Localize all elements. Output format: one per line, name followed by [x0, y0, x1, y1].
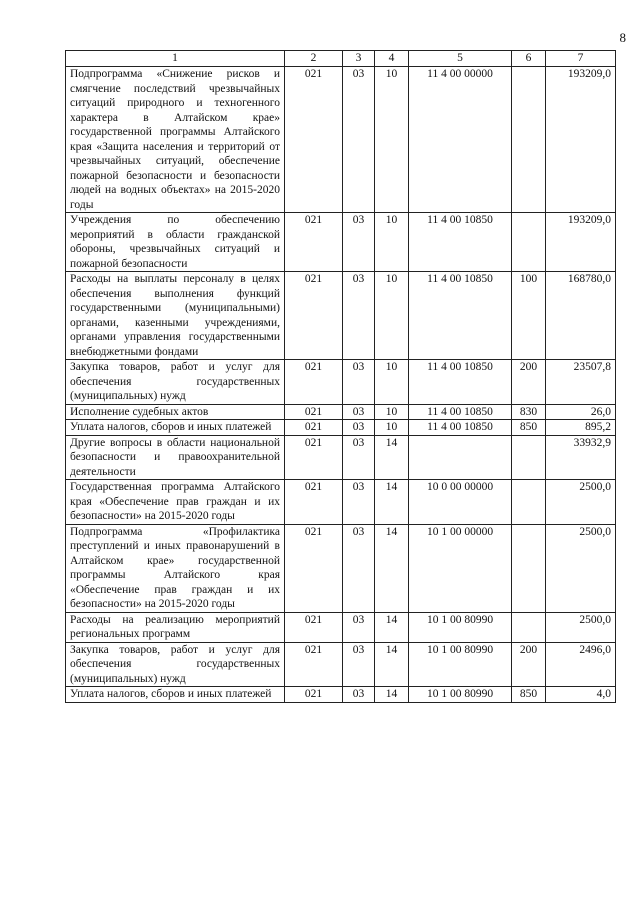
expense-type-code: 200: [512, 642, 546, 687]
ministry-code: 021: [285, 687, 343, 703]
target-article-code: 10 1 00 80990: [409, 642, 512, 687]
target-article-code: [409, 435, 512, 480]
header-cell: 6: [512, 51, 546, 67]
expense-type-code: 100: [512, 272, 546, 360]
ministry-code: 021: [285, 213, 343, 272]
target-article-code: 11 4 00 10850: [409, 272, 512, 360]
expense-type-code: 850: [512, 420, 546, 436]
section-code: 03: [343, 480, 375, 525]
amount: 2500,0: [546, 480, 616, 525]
ministry-code: 021: [285, 480, 343, 525]
header-cell: 1: [66, 51, 285, 67]
row-name: Подпрограмма «Снижение рисков и смягчение последствий чрезвычайных ситуаций природного и техногенного характера в Алтайском крае» государственной программы Алтайского края «Защита населения и территорий от чрезвычайных ситуаций, обеспечение пожарной безопасности и безопасности людей на водных объектах» на 2015-2020 годы: [66, 67, 285, 213]
expense-type-code: [512, 612, 546, 642]
section-code: 03: [343, 524, 375, 612]
target-article-code: 10 1 00 80990: [409, 687, 512, 703]
table-row: [66, 480, 616, 525]
expense-type-code: 830: [512, 404, 546, 420]
table-row: [66, 213, 616, 272]
table-row: [66, 404, 616, 420]
target-article-code: 10 0 00 00000: [409, 480, 512, 525]
expense-type-code: [512, 213, 546, 272]
target-article-code: 11 4 00 10850: [409, 404, 512, 420]
amount: 26,0: [546, 404, 616, 420]
subsection-code: 10: [375, 213, 409, 272]
target-article-code: 11 4 00 10850: [409, 420, 512, 436]
row-name: Исполнение судебных актов: [66, 404, 285, 420]
target-article-code: 10 1 00 00000: [409, 524, 512, 612]
row-name: Учреждения по обеспечению мероприятий в области гражданской обороны, чрезвычайных ситуаций и пожарной безопасности: [66, 213, 285, 272]
row-name: Уплата налогов, сборов и иных платежей: [66, 687, 285, 703]
section-code: 03: [343, 404, 375, 420]
row-name: Расходы на реализацию мероприятий региональных программ: [66, 612, 285, 642]
ministry-code: 021: [285, 524, 343, 612]
table-row: [66, 612, 616, 642]
section-code: 03: [343, 272, 375, 360]
table-row: [66, 687, 616, 703]
budget-table: [65, 50, 616, 703]
amount: 193209,0: [546, 67, 616, 213]
subsection-code: 14: [375, 524, 409, 612]
table-row: [66, 360, 616, 405]
row-name: Другие вопросы в области национальной безопасности и правоохранительной деятельности: [66, 435, 285, 480]
table-header: [66, 51, 616, 67]
table-row: [66, 67, 616, 213]
header-cell: 2: [285, 51, 343, 67]
table-row: [66, 420, 616, 436]
header-cell: 5: [409, 51, 512, 67]
ministry-code: 021: [285, 420, 343, 436]
amount: 895,2: [546, 420, 616, 436]
row-name: Закупка товаров, работ и услуг для обеспечения государственных (муниципальных) нужд: [66, 360, 285, 405]
ministry-code: 021: [285, 67, 343, 213]
row-name: Расходы на выплаты персоналу в целях обеспечения выполнения функций государственными (муниципальными) органами, казенными учреждениями, органами управления государственными внебюджетными фондами: [66, 272, 285, 360]
subsection-code: 14: [375, 480, 409, 525]
subsection-code: 10: [375, 420, 409, 436]
expense-type-code: 850: [512, 687, 546, 703]
amount: 193209,0: [546, 213, 616, 272]
section-code: 03: [343, 360, 375, 405]
header-cell: 3: [343, 51, 375, 67]
target-article-code: 11 4 00 10850: [409, 360, 512, 405]
ministry-code: 021: [285, 612, 343, 642]
page-number: 8: [619, 30, 626, 45]
table-row: [66, 642, 616, 687]
subsection-code: 14: [375, 612, 409, 642]
header-row: [66, 51, 616, 67]
subsection-code: 14: [375, 435, 409, 480]
target-article-code: 11 4 00 10850: [409, 213, 512, 272]
section-code: 03: [343, 420, 375, 436]
expense-type-code: [512, 524, 546, 612]
amount: 2500,0: [546, 612, 616, 642]
expense-type-code: 200: [512, 360, 546, 405]
subsection-code: 10: [375, 67, 409, 213]
amount: 23507,8: [546, 360, 616, 405]
target-article-code: 10 1 00 80990: [409, 612, 512, 642]
amount: 33932,9: [546, 435, 616, 480]
row-name: Закупка товаров, работ и услуг для обеспечения государственных (муниципальных) нужд: [66, 642, 285, 687]
expense-type-code: [512, 480, 546, 525]
header-cell: 4: [375, 51, 409, 67]
section-code: 03: [343, 687, 375, 703]
ministry-code: 021: [285, 404, 343, 420]
section-code: 03: [343, 67, 375, 213]
ministry-code: 021: [285, 435, 343, 480]
subsection-code: 14: [375, 642, 409, 687]
subsection-code: 14: [375, 687, 409, 703]
expense-type-code: [512, 435, 546, 480]
subsection-code: 10: [375, 404, 409, 420]
row-name: Государственная программа Алтайского края «Обеспечение прав граждан и их безопасности» на 2015-2020 годы: [66, 480, 285, 525]
row-name: Подпрограмма «Профилактика преступлений и иных правонарушений в Алтайском крае» государственной программы Алтайского края «Обеспечение прав граждан и их безопасности» на 2015-2020 годы: [66, 524, 285, 612]
ministry-code: 021: [285, 642, 343, 687]
header-cell: 7: [546, 51, 616, 67]
ministry-code: 021: [285, 272, 343, 360]
table-row: [66, 524, 616, 612]
expense-type-code: [512, 67, 546, 213]
amount: 2496,0: [546, 642, 616, 687]
ministry-code: 021: [285, 360, 343, 405]
row-name: Уплата налогов, сборов и иных платежей: [66, 420, 285, 436]
amount: 2500,0: [546, 524, 616, 612]
section-code: 03: [343, 213, 375, 272]
section-code: 03: [343, 642, 375, 687]
subsection-code: 10: [375, 272, 409, 360]
amount: 4,0: [546, 687, 616, 703]
table-row: [66, 435, 616, 480]
table-row: [66, 272, 616, 360]
target-article-code: 11 4 00 00000: [409, 67, 512, 213]
amount: 168780,0: [546, 272, 616, 360]
subsection-code: 10: [375, 360, 409, 405]
section-code: 03: [343, 612, 375, 642]
section-code: 03: [343, 435, 375, 480]
